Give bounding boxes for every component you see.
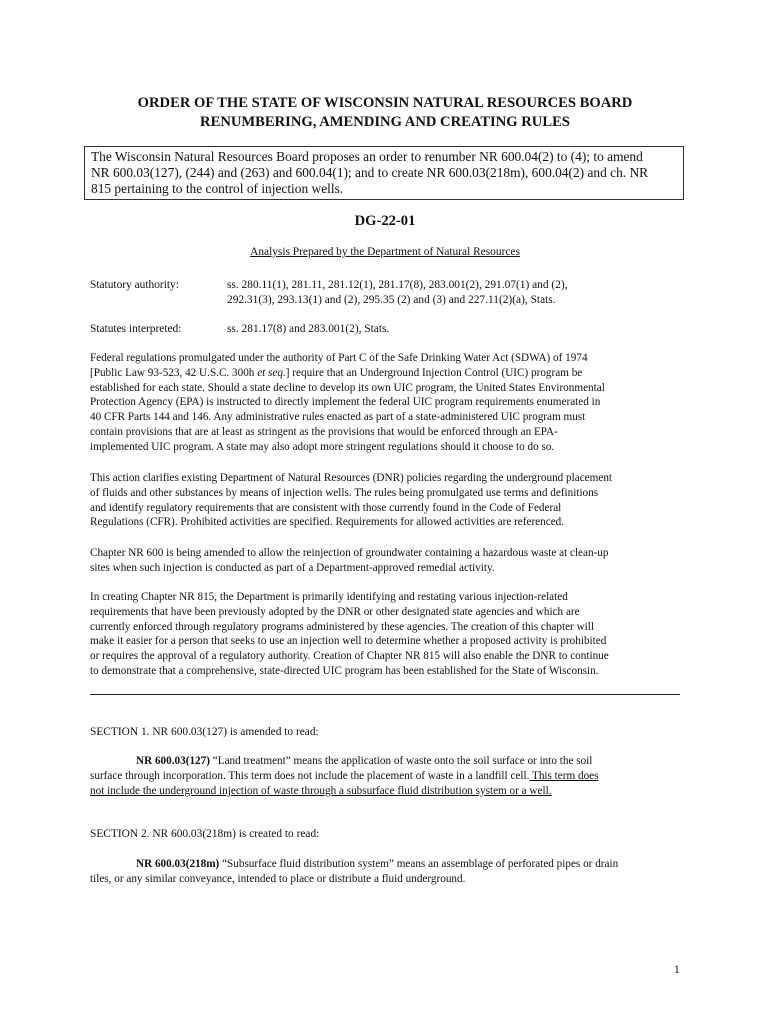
- statutory-authority-label: Statutory authority:: [90, 279, 179, 291]
- paragraph-line: tiles, or any similar conveyance, intended to place or distribute a fluid underground.: [90, 872, 466, 885]
- paragraph-line: In creating Chapter NR 815, the Department is primarily identifying and restating various injection-related: [90, 591, 568, 603]
- text-segment: surface through incorporation. This term does not include the placement of waste in a landfill cell.: [90, 769, 530, 782]
- paragraph-line: 40 CFR Parts 144 and 146. Any administrative rules enacted as part of a state-administered UIC program must: [90, 411, 586, 424]
- dnr-policy-paragraph: [90, 471, 690, 530]
- proposal-line: NR 600.03(127), (244) and (263) and 600.04(1); and to create NR 600.03(218m), 600.04(2) and ch. NR: [91, 165, 649, 180]
- text-segment: ] require that an Underground Injection Control (UIC) program be: [285, 366, 583, 379]
- paragraph-line: or requires the approval of a regulatory authority. Creation of Chapter NR 815 will also enable the DNR to continue: [90, 650, 609, 663]
- nr600-paragraph: [90, 546, 690, 576]
- paragraph-line: requirements that have been previously adopted by the DNR or other designated state agencies and which are: [90, 605, 580, 618]
- paragraph-line: [90, 857, 690, 872]
- underlined-text: This term does: [529, 769, 599, 782]
- paragraph-line: and identify regulatory requirements that are consistent with those currently found in the Code of Federal: [90, 501, 562, 514]
- statutes-interpreted-value: ss. 281.17(8) and 283.001(2), Stats.: [227, 323, 390, 335]
- page-number: 1: [674, 964, 680, 976]
- paragraph-line: This action clarifies existing Department of Natural Resources (DNR) policies regarding the underground placement: [90, 472, 613, 484]
- paragraph-line: Chapter NR 600 is being amended to allow the reinjection of groundwater containing a hazardous waste at clean-up: [90, 547, 609, 559]
- proposal-line: 815 pertaining to the control of injection wells.: [91, 181, 344, 196]
- section-1-heading: SECTION 1. NR 600.03(127) is amended to read:: [90, 726, 319, 738]
- underlined-line: not include the underground injection of waste through a subsurface fluid distribution system or a well.: [90, 784, 552, 797]
- text-segment: [Public Law 93-523, 42 U.S.C. 300h: [90, 366, 258, 379]
- paragraph-line: to demonstrate that a comprehensive, state-directed UIC program has been established for the State of Wisconsin.: [90, 664, 599, 677]
- text-segment: “Subsurface fluid distribution system” means an assemblage of perforated pipes or drain: [219, 858, 619, 870]
- title-line-1: ORDER OF THE STATE OF WISCONSIN NATURAL RESOURCES BOARD: [137, 95, 633, 111]
- nr815-paragraph: [90, 590, 690, 679]
- paragraph-line: currently enforced through regulatory programs administered by these agencies. The creation of this chapter will: [90, 620, 594, 633]
- text-segment: “Land treatment” means the application of waste onto the soil surface or into the soil: [209, 755, 593, 767]
- italic-text: et seq.: [257, 366, 286, 379]
- paragraph-line: Regulations (CFR). Prohibited activities are specified. Requirements for allowed activities are referenced.: [90, 516, 565, 529]
- paragraph-line: of fluids and other substances by means of injection wells. The rules being promulgated use terms and definitions: [90, 486, 599, 499]
- paragraph-line: Protection Agency (EPA) is instructed to directly implement the federal UIC program requirements enumerated in: [90, 396, 601, 409]
- rule-reference: NR 600.03(127): [136, 755, 210, 767]
- paragraph-line: [90, 366, 690, 381]
- section-1-text: [90, 754, 690, 798]
- title-line-2: RENUMBERING, AMENDING AND CREATING RULES: [200, 114, 570, 130]
- proposal-line: The Wisconsin Natural Resources Board proposes an order to renumber NR 600.04(2) to (4); to amend: [91, 149, 643, 164]
- statutory-authority-line-2: 292.31(3), 293.13(1) and (2), 295.35 (2) and (3) and 227.11(2)(a), Stats.: [227, 294, 556, 306]
- paragraph-line: sites when such injection is conducted as part of a Department-approved remedial activity.: [90, 561, 495, 574]
- paragraph-line: implemented UIC program. A state may also adopt more stringent regulations should it choose to do so.: [90, 440, 555, 453]
- paragraph-line: established for each state. Should a state decline to develop its own UIC program, the United States Environmental: [90, 381, 605, 394]
- paragraph-line: Federal regulations promulgated under the authority of Part C of the Safe Drinking Water Act (SDWA) of 1974: [90, 352, 588, 364]
- section-2-heading: SECTION 2. NR 600.03(218m) is created to read:: [90, 828, 320, 840]
- proposal-box: [84, 146, 684, 200]
- statutory-authority-line-1: ss. 280.11(1), 281.11, 281.12(1), 281.17(8), 283.001(2), 291.07(1) and (2),: [227, 279, 568, 291]
- paragraph-line: make it easier for a person that seeks to use an injection well to determine whether a proposed activity is prohibited: [90, 635, 607, 648]
- horizontal-divider: [90, 694, 680, 695]
- paragraph-line: contain provisions that are at least as stringent as the provisions that would be enforced through an EPA-: [90, 425, 558, 438]
- rule-reference: NR 600.03(218m): [136, 858, 220, 870]
- section-2-text: [90, 857, 690, 887]
- document-title: [60, 94, 710, 132]
- paragraph-line: [90, 754, 690, 769]
- federal-regulations-paragraph: [90, 351, 690, 455]
- analysis-heading: Analysis Prepared by the Department of Natural Resources: [250, 246, 520, 258]
- paragraph-line: [90, 769, 690, 784]
- document-number: DG-22-01: [354, 213, 416, 229]
- statutes-interpreted-label: Statutes interpreted:: [90, 323, 182, 335]
